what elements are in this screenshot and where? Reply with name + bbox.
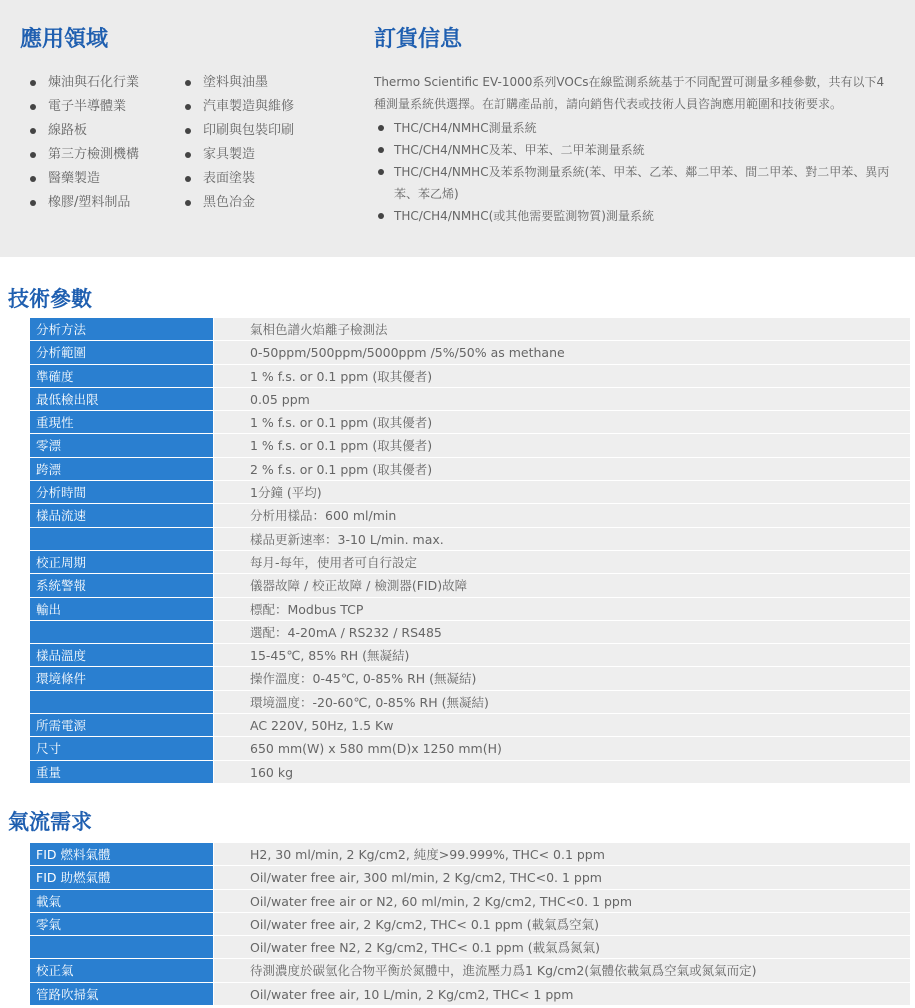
table-row (30, 388, 910, 411)
table-row (30, 890, 910, 913)
row-label: 分析範圍 (30, 341, 213, 363)
row-label: 零氣 (30, 913, 213, 935)
row-label: FID 燃料氣體 (30, 843, 213, 865)
row-value: 2 % f.s. or 0.1 ppm (取其優者) (214, 458, 910, 480)
ordering-item: THC/CH4/NMHC及苯系物測量系統(苯、甲苯、乙苯、鄰二甲苯、間二甲苯、對二甲苯、異丙苯、苯乙烯) (374, 161, 894, 205)
gas-title: 氣流需求 (8, 810, 92, 834)
application-item: 汽車製造與維修 (185, 95, 345, 119)
row-value: 樣品更新速率：3-10 L/min. max. (214, 528, 910, 550)
ordering-item: THC/CH4/NMHC(或其他需要監測物質)測量系統 (374, 205, 894, 227)
row-label: 分析時間 (30, 481, 213, 503)
row-label: 重量 (30, 761, 213, 783)
ordering-section (374, 22, 894, 227)
row-value: 儀器故障 / 校正故障 / 檢測器(FID)故障 (214, 574, 910, 596)
table-row (30, 551, 910, 574)
row-value: 分析用樣品：600 ml/min (214, 504, 910, 526)
application-item: 線路板 (30, 119, 185, 143)
row-label: 樣品流速 (30, 504, 213, 526)
row-value: 1 % f.s. or 0.1 ppm (取其優者) (214, 434, 910, 456)
row-value: Oil/water free air, 300 ml/min, 2 Kg/cm2, THC<0. 1 ppm (214, 866, 910, 888)
table-row (30, 983, 910, 1006)
row-value: AC 220V, 50Hz, 1.5 Kw (214, 714, 910, 736)
table-row (30, 434, 910, 457)
row-value: Oil/water free air, 2 Kg/cm2, THC< 0.1 ppm (載氣爲空氣) (214, 913, 910, 935)
ordering-intro: Thermo Scientific EV-1000系列VOCs在線監測系統基于不同配置可測量多種參數，共有以下4種測量系統供選擇。在訂購產品前，請向銷售代表或技術人員咨詢應用範圍和技術要求。 (374, 75, 885, 111)
application-item: 印刷與包裝印刷 (185, 119, 345, 143)
row-value: 15-45℃, 85% RH (無凝結) (214, 644, 910, 666)
table-row (30, 574, 910, 597)
application-item: 電子半導體業 (30, 95, 185, 119)
table-row (30, 365, 910, 388)
application-item: 家具製造 (185, 143, 345, 167)
table-row (30, 458, 910, 481)
row-label: 輸出 (30, 598, 213, 620)
application-item: 橡膠/塑料制品 (30, 191, 185, 215)
row-value: 操作溫度：0-45℃, 0-85% RH (無凝結) (214, 667, 910, 689)
row-label (30, 936, 213, 958)
row-value: 0-50ppm/500ppm/5000ppm /5%/50% as methane (214, 341, 910, 363)
table-row (30, 667, 910, 690)
row-label: 校正氣 (30, 959, 213, 981)
row-label: 管路吹掃氣 (30, 983, 213, 1005)
row-label: 尺寸 (30, 737, 213, 759)
table-row (30, 528, 910, 551)
row-label: 跨漂 (30, 458, 213, 480)
table-row (30, 714, 910, 737)
row-value: 環境溫度：-20-60℃, 0-85% RH (無凝結) (214, 691, 910, 713)
row-value: 1分鐘 (平均) (214, 481, 910, 503)
gas-table (30, 843, 910, 1006)
row-label: FID 助燃氣體 (30, 866, 213, 888)
table-row (30, 621, 910, 644)
row-value: Oil/water free air, 10 L/min, 2 Kg/cm2, THC< 1 ppm (214, 983, 910, 1005)
row-label: 零漂 (30, 434, 213, 456)
row-label: 最低檢出限 (30, 388, 213, 410)
row-value: 標配：Modbus TCP (214, 598, 910, 620)
row-label: 所需電源 (30, 714, 213, 736)
table-row (30, 737, 910, 760)
row-value: 每月-每年，使用者可自行設定 (214, 551, 910, 573)
table-row (30, 936, 910, 959)
applications-list (30, 71, 360, 215)
row-label: 準確度 (30, 365, 213, 387)
row-label (30, 691, 213, 713)
application-item: 醫藥製造 (30, 167, 185, 191)
ordering-list (374, 117, 894, 227)
row-label: 系統警報 (30, 574, 213, 596)
table-row (30, 761, 910, 784)
applications-section (20, 22, 108, 53)
application-item: 煉油與石化行業 (30, 71, 185, 95)
row-value: 1 % f.s. or 0.1 ppm (取其優者) (214, 411, 910, 433)
table-row (30, 481, 910, 504)
table-row (30, 318, 910, 341)
row-value: H2, 30 ml/min, 2 Kg/cm2, 純度>99.999%, THC< 0.1 ppm (214, 843, 910, 865)
row-value: 1 % f.s. or 0.1 ppm (取其優者) (214, 365, 910, 387)
row-label: 環境條件 (30, 667, 213, 689)
ordering-title: 訂貨信息 (374, 27, 463, 52)
row-label: 重現性 (30, 411, 213, 433)
row-value: 氣相色譜火焰離子檢測法 (214, 318, 910, 340)
table-row (30, 866, 910, 889)
application-item: 表面塗裝 (185, 167, 345, 191)
row-label (30, 528, 213, 550)
row-label: 樣品溫度 (30, 644, 213, 666)
row-label (30, 621, 213, 643)
application-item: 黑色冶金 (185, 191, 345, 215)
table-row (30, 959, 910, 982)
row-label: 載氣 (30, 890, 213, 912)
row-label: 校正周期 (30, 551, 213, 573)
table-row (30, 341, 910, 364)
application-item: 第三方檢測機構 (30, 143, 185, 167)
row-value: 選配：4-20mA / RS232 / RS485 (214, 621, 910, 643)
row-label: 分析方法 (30, 318, 213, 340)
top-info-panel (0, 0, 915, 257)
table-row (30, 411, 910, 434)
row-value: 160 kg (214, 761, 910, 783)
row-value: 0.05 ppm (214, 388, 910, 410)
table-row (30, 598, 910, 621)
specs-table (30, 318, 910, 784)
applications-title: 應用領域 (20, 27, 109, 52)
table-row (30, 644, 910, 667)
row-value: 650 mm(W) x 580 mm(D)x 1250 mm(H) (214, 737, 910, 759)
application-item: 塗料與油墨 (185, 71, 345, 95)
table-row (30, 843, 910, 866)
row-value: Oil/water free N2, 2 Kg/cm2, THC< 0.1 ppm (載氣爲氮氣) (214, 936, 910, 958)
ordering-item: THC/CH4/NMHC測量系統 (374, 117, 894, 139)
ordering-item: THC/CH4/NMHC及苯、甲苯、二甲苯測量系統 (374, 139, 894, 161)
table-row (30, 913, 910, 936)
row-value: Oil/water free air or N2, 60 ml/min, 2 Kg/cm2, THC<0. 1 ppm (214, 890, 910, 912)
specs-title: 技術參數 (8, 287, 92, 311)
row-value: 待測濃度於碳氫化合物平衡於氮體中，進流壓力爲1 Kg/cm2(氣體依載氣爲空氣或氮氣而定) (214, 959, 910, 981)
table-row (30, 504, 910, 527)
table-row (30, 691, 910, 714)
